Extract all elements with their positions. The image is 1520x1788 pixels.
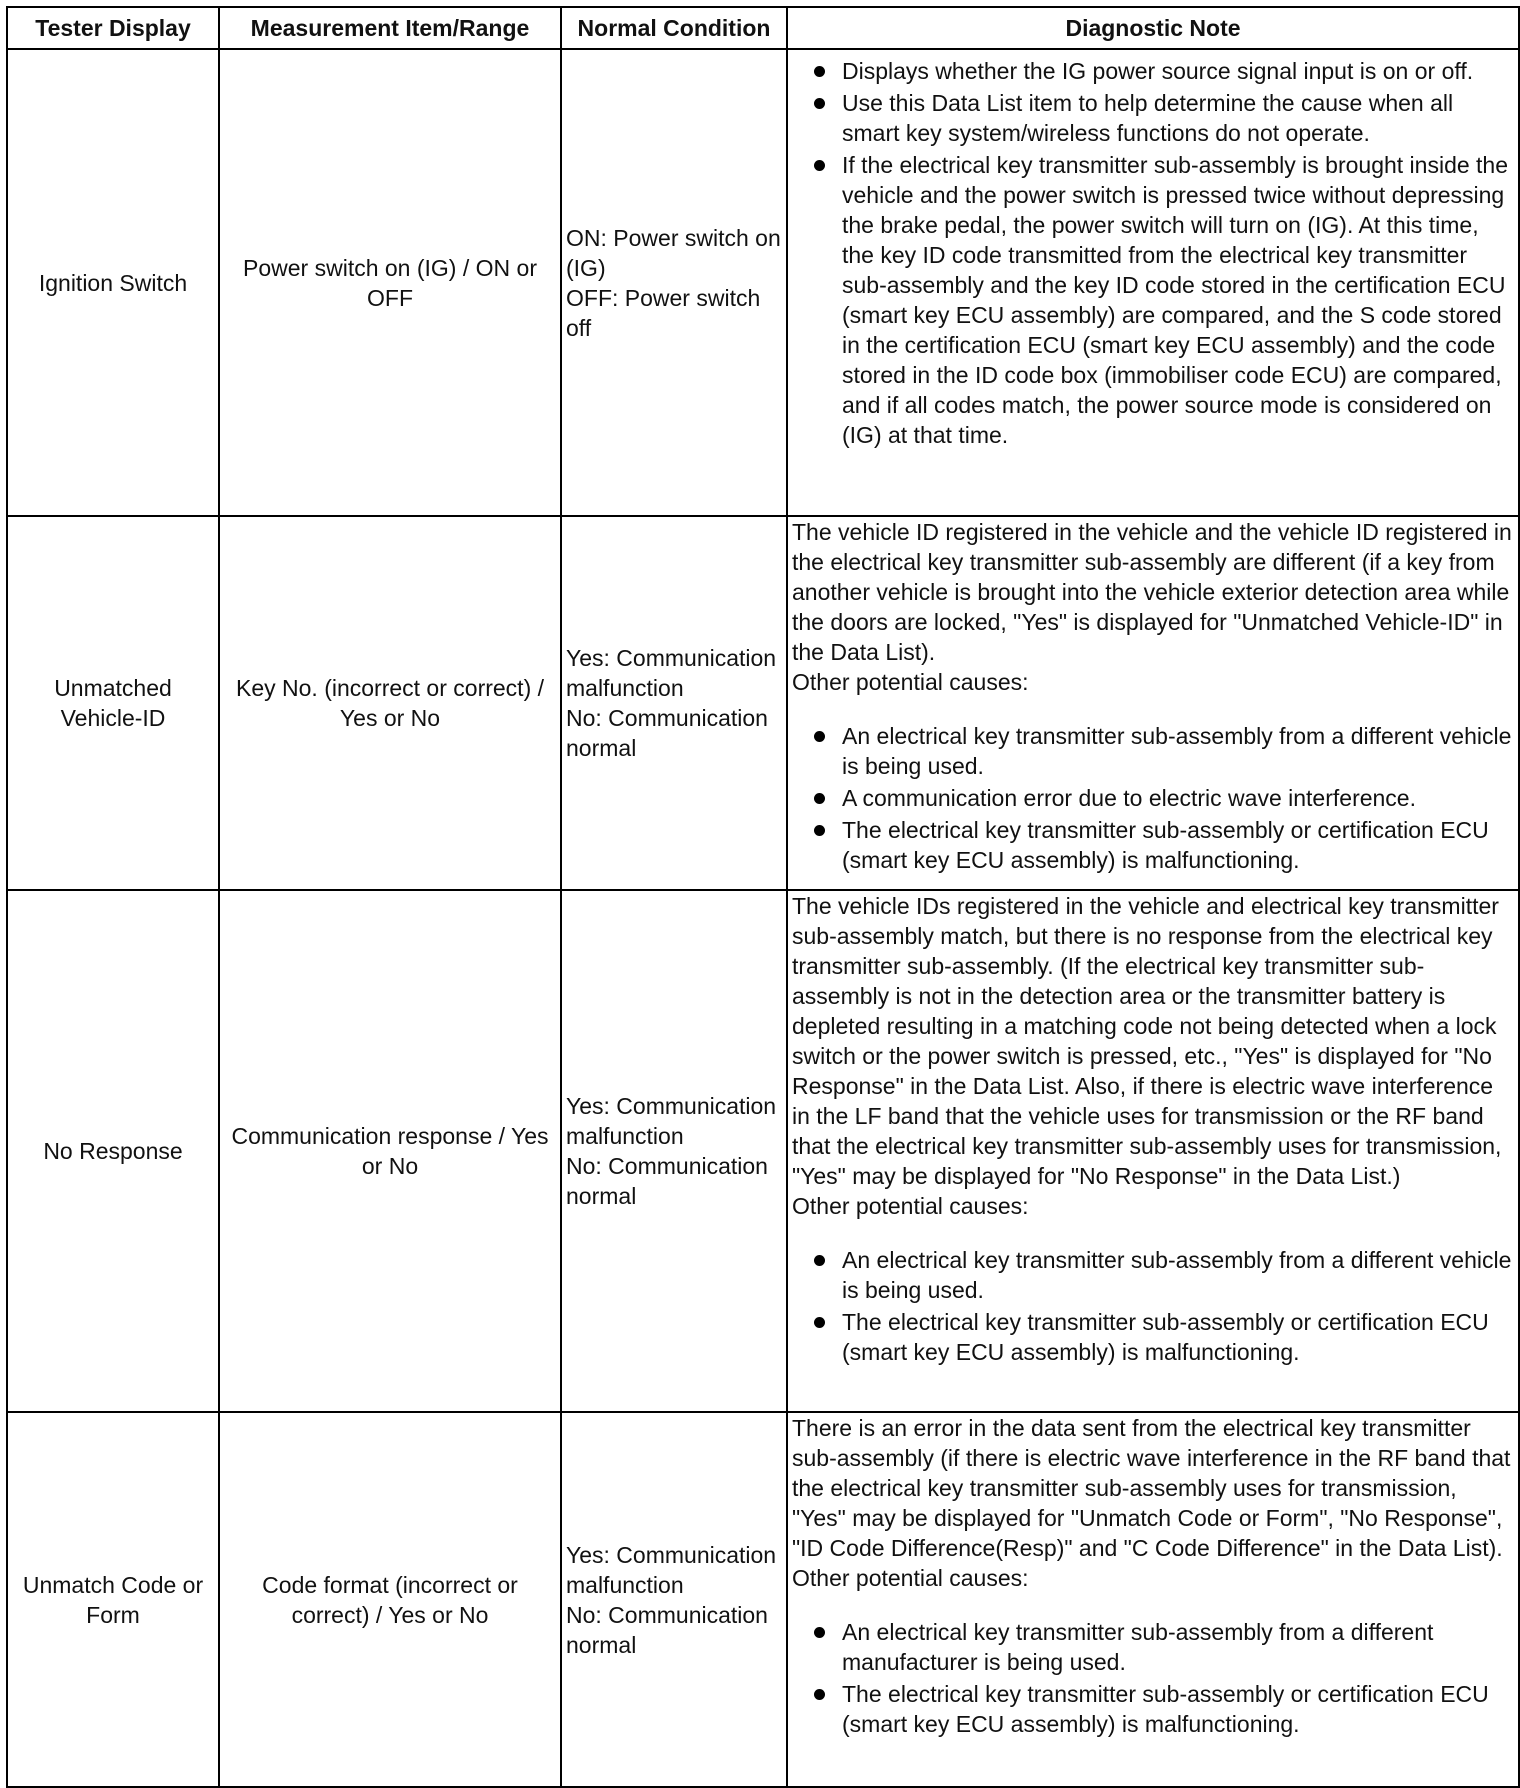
header-tester-display: Tester Display xyxy=(7,7,219,49)
diagnostic-note-cell xyxy=(787,890,1519,1412)
normal-condition-cell xyxy=(561,49,787,516)
header-diagnostic-note: Diagnostic Note xyxy=(787,7,1519,49)
table-row xyxy=(7,49,1519,516)
normal-condition-line: OFF: Power switch off xyxy=(566,284,761,341)
normal-condition-line: ON: Power switch on (IG) xyxy=(566,224,781,281)
tester-display-cell: No Response xyxy=(7,890,219,1412)
bullet-dot-icon xyxy=(814,1627,825,1638)
measurement-cell: Code format (incorrect or correct) / Yes or No xyxy=(219,1412,561,1787)
measurement-cell: Key No. (incorrect or correct) / Yes or No xyxy=(219,516,561,890)
normal-condition-line: No: Communication normal xyxy=(566,705,768,761)
bullet-dot-icon xyxy=(814,825,825,836)
table-header-row xyxy=(7,7,1519,49)
tester-display-cell: Unmatched Vehicle-ID xyxy=(7,516,219,890)
header-measurement-item: Measurement Item/Range xyxy=(219,7,561,49)
diagnostic-note-cell xyxy=(787,1412,1519,1787)
header-normal-condition: Normal Condition xyxy=(561,7,787,49)
bullet-dot-icon xyxy=(814,160,825,171)
table-row xyxy=(7,516,1519,890)
measurement-cell: Power switch on (IG) / ON or OFF xyxy=(219,49,561,516)
bullet-dot-icon xyxy=(814,66,825,77)
diagnostic-bullet-list xyxy=(792,1617,1514,1739)
bullet-dot-icon xyxy=(814,1317,825,1328)
diagnostic-bullet: If the electrical key transmitter sub-assembly is brought inside the vehicle and the power switch is pressed twice without depressing the brake pedal, the power switch will turn on (IG). At this time, the key ID code transmitted from the electrical key transmitter sub-assembly and the key ID code stored in the certification ECU (smart key ECU assembly) are compared, and the S code stored in the certification ECU (smart key ECU assembly) and the code stored in the ID code box (immobiliser code ECU) are compared, and if all codes match, the power source mode is considered on (IG) at that time. xyxy=(792,150,1514,450)
diagnostic-bullet-list xyxy=(792,1245,1514,1367)
diagnostic-note-cell xyxy=(787,49,1519,516)
other-causes-label: Other potential causes: xyxy=(792,1193,1029,1219)
diagnostic-note-cell xyxy=(787,516,1519,890)
diagnostic-note-text: The vehicle IDs registered in the vehicle and electrical key transmitter sub-assembly match, but there is no response from the electrical key transmitter sub-assembly. (If the electrical key transmitter sub-assembly is not in the detection area or the transmitter battery is depleted resulting in a matching code not being detected when a lock switch or the power switch is pressed, etc., "Yes" is displayed for "No Response" in the Data List. Also, if there is electric wave interference in the LF band that the vehicle uses for transmission or the RF band that the electrical key transmitter sub-assembly uses for transmission, "Yes" may be displayed for "No Response" in the Data List.) xyxy=(792,893,1502,1189)
diagnostic-bullet: An electrical key transmitter sub-assembly from a different manufacturer is being used. xyxy=(792,1617,1514,1677)
normal-condition-line: Yes: Communication malfunction xyxy=(566,1093,777,1149)
diagnostic-bullet: A communication error due to electric wave interference. xyxy=(792,783,1514,813)
bullet-dot-icon xyxy=(814,731,825,742)
bullet-dot-icon xyxy=(814,1689,825,1700)
bullet-dot-icon xyxy=(814,1255,825,1266)
measurement-cell: Communication response / Yes or No xyxy=(219,890,561,1412)
diagnostic-bullet: Use this Data List item to help determine the cause when all smart key system/wireless functions do not operate. xyxy=(792,88,1514,148)
tester-display-cell: Unmatch Code or Form xyxy=(7,1412,219,1787)
other-causes-label: Other potential causes: xyxy=(792,669,1029,695)
tester-display-cell: Ignition Switch xyxy=(7,49,219,516)
diagnostic-bullet: The electrical key transmitter sub-assembly or certification ECU (smart key ECU assembly) is malfunctioning. xyxy=(792,815,1514,875)
table-row xyxy=(7,890,1519,1412)
diagnostic-note-text: The vehicle ID registered in the vehicle and the vehicle ID registered in the electrical key transmitter sub-assembly are different (if a key from another vehicle is brought into the vehicle exterior detection area while the doors are locked, "Yes" is displayed for "Unmatched Vehicle-ID" in the Data List). xyxy=(792,519,1512,665)
normal-condition-cell xyxy=(561,890,787,1412)
diagnostic-bullet: The electrical key transmitter sub-assembly or certification ECU (smart key ECU assembly) is malfunctioning. xyxy=(792,1307,1514,1367)
normal-condition-cell xyxy=(561,1412,787,1787)
diagnostic-bullet-list xyxy=(792,721,1514,875)
normal-condition-cell xyxy=(561,516,787,890)
data-list-document xyxy=(6,6,1520,1788)
other-causes-label: Other potential causes: xyxy=(792,1565,1029,1591)
diagnostic-bullet: An electrical key transmitter sub-assembly from a different vehicle is being used. xyxy=(792,721,1514,781)
normal-condition-line: Yes: Communication malfunction xyxy=(566,1541,777,1598)
diagnostic-note-text: There is an error in the data sent from the electrical key transmitter sub-assembly (if there is electric wave interference in the RF band that the electrical key transmitter sub-assembly uses for transmission, "Yes" may be displayed for "Unmatch Code or Form", "No Response", "ID Code Difference(Resp)" and "C Code Difference" in the Data List). xyxy=(792,1415,1511,1561)
data-list-table xyxy=(6,6,1520,1788)
bullet-dot-icon xyxy=(814,793,825,804)
diagnostic-bullet: An electrical key transmitter sub-assembly from a different vehicle is being used. xyxy=(792,1245,1514,1305)
diagnostic-bullet: Displays whether the IG power source signal input is on or off. xyxy=(792,56,1514,86)
bullet-dot-icon xyxy=(814,98,825,109)
normal-condition-line: Yes: Communication malfunction xyxy=(566,645,777,701)
normal-condition-line: No: Communication normal xyxy=(566,1601,768,1658)
diagnostic-bullet: The electrical key transmitter sub-assembly or certification ECU (smart key ECU assembly) is malfunctioning. xyxy=(792,1679,1514,1739)
normal-condition-line: No: Communication normal xyxy=(566,1153,768,1209)
diagnostic-bullet-list xyxy=(792,56,1514,450)
table-row xyxy=(7,1412,1519,1787)
